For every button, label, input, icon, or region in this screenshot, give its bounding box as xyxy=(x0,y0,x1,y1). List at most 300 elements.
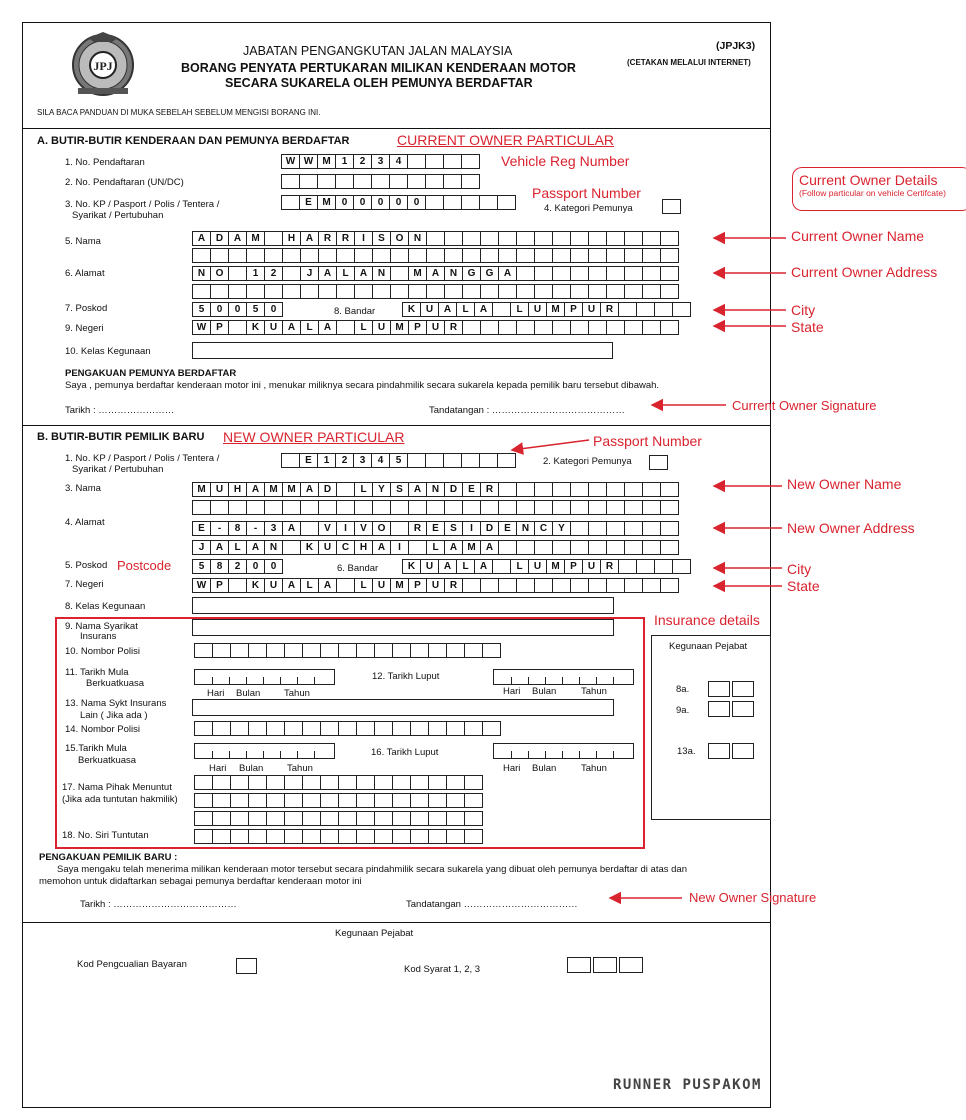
usage-a-field[interactable] xyxy=(192,342,613,359)
char-box[interactable] xyxy=(281,195,300,210)
char-box[interactable]: C xyxy=(336,540,355,555)
char-box[interactable]: U xyxy=(372,578,391,593)
char-box[interactable] xyxy=(588,482,607,497)
char-box[interactable]: N xyxy=(408,231,427,246)
char-box[interactable] xyxy=(336,320,355,335)
char-box[interactable]: R xyxy=(600,302,619,317)
char-box[interactable]: M xyxy=(192,482,211,497)
char-box[interactable]: N xyxy=(516,521,535,536)
char-box[interactable] xyxy=(570,521,589,536)
city-b-boxes[interactable] xyxy=(402,559,691,574)
char-box[interactable]: O xyxy=(390,231,409,246)
char-box[interactable]: A xyxy=(480,540,499,555)
char-box[interactable]: V xyxy=(318,521,337,536)
char-box[interactable]: L xyxy=(456,302,475,317)
char-box[interactable] xyxy=(534,231,553,246)
char-box[interactable] xyxy=(299,174,318,189)
char-box[interactable]: U xyxy=(528,302,547,317)
char-box[interactable] xyxy=(336,284,355,299)
char-box[interactable] xyxy=(426,248,445,263)
char-box[interactable] xyxy=(660,231,679,246)
char-box[interactable]: U xyxy=(582,302,601,317)
char-box[interactable] xyxy=(624,578,643,593)
char-box[interactable] xyxy=(642,578,661,593)
char-box[interactable]: A xyxy=(300,482,319,497)
char-box[interactable] xyxy=(192,284,211,299)
char-box[interactable] xyxy=(192,500,211,515)
char-box[interactable] xyxy=(534,320,553,335)
char-box[interactable] xyxy=(624,482,643,497)
char-box[interactable] xyxy=(588,521,607,536)
char-box[interactable]: N xyxy=(444,266,463,281)
reg-no-boxes[interactable] xyxy=(281,154,480,169)
char-box[interactable] xyxy=(498,540,517,555)
char-box[interactable]: L xyxy=(456,559,475,574)
char-box[interactable] xyxy=(497,453,516,468)
char-box[interactable]: G xyxy=(462,266,481,281)
char-box[interactable] xyxy=(624,248,643,263)
char-box[interactable]: K xyxy=(402,559,421,574)
char-box[interactable] xyxy=(281,174,300,189)
char-box[interactable]: H xyxy=(282,231,301,246)
char-box[interactable] xyxy=(588,231,607,246)
char-box[interactable] xyxy=(606,540,625,555)
char-box[interactable] xyxy=(264,284,283,299)
char-box[interactable] xyxy=(606,320,625,335)
char-box[interactable] xyxy=(642,540,661,555)
char-box[interactable]: N xyxy=(426,482,445,497)
char-box[interactable] xyxy=(407,174,426,189)
char-box[interactable] xyxy=(534,500,553,515)
char-box[interactable]: 0 xyxy=(246,559,265,574)
char-box[interactable] xyxy=(408,540,427,555)
char-box[interactable] xyxy=(498,284,517,299)
char-box[interactable]: A xyxy=(210,540,229,555)
char-box[interactable]: L xyxy=(228,540,247,555)
char-box[interactable]: 0 xyxy=(353,195,372,210)
char-box[interactable]: 0 xyxy=(264,559,283,574)
char-box[interactable]: U xyxy=(210,482,229,497)
char-box[interactable] xyxy=(480,284,499,299)
char-box[interactable] xyxy=(552,500,571,515)
char-box[interactable]: S xyxy=(372,231,391,246)
char-box[interactable]: L xyxy=(354,482,373,497)
char-box[interactable]: 0 xyxy=(371,195,390,210)
char-box[interactable] xyxy=(282,540,301,555)
char-box[interactable] xyxy=(588,266,607,281)
char-box[interactable]: R xyxy=(408,521,427,536)
char-box[interactable] xyxy=(570,500,589,515)
char-box[interactable] xyxy=(588,500,607,515)
char-box[interactable]: Y xyxy=(552,521,571,536)
char-box[interactable] xyxy=(300,521,319,536)
char-box[interactable] xyxy=(624,500,643,515)
char-box[interactable] xyxy=(624,284,643,299)
name-b-boxes-1[interactable] xyxy=(192,482,679,497)
char-box[interactable] xyxy=(606,578,625,593)
char-box[interactable]: D xyxy=(480,521,499,536)
char-box[interactable]: 1 xyxy=(246,266,265,281)
char-box[interactable] xyxy=(606,231,625,246)
char-box[interactable]: P xyxy=(210,320,229,335)
char-box[interactable]: M xyxy=(317,195,336,210)
char-box[interactable] xyxy=(282,248,301,263)
address-a-boxes-2[interactable] xyxy=(192,284,679,299)
char-box[interactable] xyxy=(480,500,499,515)
char-box[interactable] xyxy=(552,320,571,335)
char-box[interactable]: A xyxy=(300,231,319,246)
char-box[interactable] xyxy=(624,231,643,246)
char-box[interactable]: P xyxy=(210,578,229,593)
char-box[interactable]: R xyxy=(444,320,463,335)
char-box[interactable] xyxy=(552,248,571,263)
char-box[interactable] xyxy=(516,248,535,263)
char-box[interactable]: 5 xyxy=(246,302,265,317)
char-box[interactable] xyxy=(642,320,661,335)
char-box[interactable]: A xyxy=(438,302,457,317)
char-box[interactable]: G xyxy=(480,266,499,281)
char-box[interactable] xyxy=(228,578,247,593)
char-box[interactable] xyxy=(732,681,754,697)
char-box[interactable] xyxy=(300,500,319,515)
char-box[interactable]: K xyxy=(300,540,319,555)
char-box[interactable]: U xyxy=(426,578,445,593)
char-box[interactable] xyxy=(390,266,409,281)
char-box[interactable]: R xyxy=(318,231,337,246)
char-box[interactable] xyxy=(624,540,643,555)
char-box[interactable] xyxy=(570,284,589,299)
char-box[interactable] xyxy=(516,540,535,555)
char-box[interactable] xyxy=(732,743,754,759)
char-box[interactable]: W xyxy=(192,578,211,593)
char-box[interactable] xyxy=(389,174,408,189)
char-box[interactable]: O xyxy=(372,521,391,536)
char-box[interactable] xyxy=(672,302,691,317)
char-box[interactable]: 5 xyxy=(192,559,211,574)
char-box[interactable] xyxy=(606,500,625,515)
char-box[interactable]: A xyxy=(426,266,445,281)
char-box[interactable] xyxy=(660,284,679,299)
char-box[interactable]: P xyxy=(408,320,427,335)
char-box[interactable]: L xyxy=(354,320,373,335)
char-box[interactable] xyxy=(354,248,373,263)
char-box[interactable] xyxy=(281,453,300,468)
char-box[interactable] xyxy=(534,248,553,263)
char-box[interactable] xyxy=(642,482,661,497)
char-box[interactable] xyxy=(353,174,372,189)
char-box[interactable] xyxy=(461,195,480,210)
char-box[interactable]: 2 xyxy=(264,266,283,281)
char-box[interactable]: 3 xyxy=(264,521,283,536)
state-b-boxes[interactable] xyxy=(192,578,679,593)
char-box[interactable]: 0 xyxy=(389,195,408,210)
char-box[interactable]: 0 xyxy=(210,302,229,317)
char-box[interactable]: J xyxy=(300,266,319,281)
ic-b-boxes[interactable] xyxy=(281,453,516,468)
postcode-a-boxes[interactable] xyxy=(192,302,283,317)
char-box[interactable]: 2 xyxy=(335,453,354,468)
char-box[interactable] xyxy=(636,302,655,317)
char-box[interactable]: A xyxy=(474,302,493,317)
char-box[interactable] xyxy=(444,231,463,246)
char-box[interactable]: E xyxy=(299,195,318,210)
char-box[interactable] xyxy=(552,578,571,593)
char-box[interactable]: A xyxy=(228,231,247,246)
char-box[interactable] xyxy=(228,284,247,299)
char-box[interactable]: M xyxy=(546,302,565,317)
char-box[interactable]: U xyxy=(264,320,283,335)
char-box[interactable]: E xyxy=(462,482,481,497)
char-box[interactable] xyxy=(552,231,571,246)
char-box[interactable] xyxy=(660,578,679,593)
char-box[interactable]: E xyxy=(498,521,517,536)
char-box[interactable] xyxy=(534,578,553,593)
char-box[interactable]: L xyxy=(510,559,529,574)
char-box[interactable]: 2 xyxy=(228,559,247,574)
char-box[interactable]: M xyxy=(317,154,336,169)
char-box[interactable]: M xyxy=(264,482,283,497)
char-box[interactable]: A xyxy=(318,578,337,593)
char-box[interactable] xyxy=(618,559,637,574)
char-box[interactable] xyxy=(516,266,535,281)
char-box[interactable] xyxy=(318,248,337,263)
char-box[interactable] xyxy=(372,248,391,263)
char-box[interactable] xyxy=(660,500,679,515)
char-box[interactable] xyxy=(516,500,535,515)
char-box[interactable]: M xyxy=(546,559,565,574)
char-box[interactable]: K xyxy=(402,302,421,317)
name-b-boxes-2[interactable] xyxy=(192,500,679,515)
char-box[interactable]: A xyxy=(318,266,337,281)
char-box[interactable]: 0 xyxy=(264,302,283,317)
char-box[interactable] xyxy=(282,284,301,299)
char-box[interactable] xyxy=(300,248,319,263)
char-box[interactable] xyxy=(480,320,499,335)
char-box[interactable]: U xyxy=(420,302,439,317)
char-box[interactable] xyxy=(246,248,265,263)
char-box[interactable] xyxy=(462,284,481,299)
char-box[interactable] xyxy=(619,957,643,973)
char-box[interactable] xyxy=(642,266,661,281)
char-box[interactable] xyxy=(660,266,679,281)
city-a-boxes[interactable] xyxy=(402,302,691,317)
char-box[interactable] xyxy=(606,521,625,536)
char-box[interactable]: N xyxy=(192,266,211,281)
char-box[interactable]: L xyxy=(300,578,319,593)
char-box[interactable]: 0 xyxy=(407,195,426,210)
char-box[interactable]: M xyxy=(390,578,409,593)
char-box[interactable]: H xyxy=(228,482,247,497)
category-a-box[interactable] xyxy=(662,199,681,214)
char-box[interactable]: W xyxy=(299,154,318,169)
char-box[interactable] xyxy=(516,284,535,299)
char-box[interactable] xyxy=(672,559,691,574)
char-box[interactable] xyxy=(443,174,462,189)
char-box[interactable] xyxy=(390,284,409,299)
char-box[interactable] xyxy=(552,540,571,555)
char-box[interactable] xyxy=(264,500,283,515)
char-box[interactable]: E xyxy=(299,453,318,468)
char-box[interactable] xyxy=(462,578,481,593)
char-box[interactable] xyxy=(354,500,373,515)
char-box[interactable]: - xyxy=(210,521,229,536)
char-box[interactable]: 3 xyxy=(353,453,372,468)
char-box[interactable] xyxy=(228,248,247,263)
char-box[interactable]: I xyxy=(354,231,373,246)
char-box[interactable]: E xyxy=(192,521,211,536)
char-box[interactable] xyxy=(444,500,463,515)
char-box[interactable]: M xyxy=(282,482,301,497)
char-box[interactable] xyxy=(390,500,409,515)
char-box[interactable] xyxy=(408,248,427,263)
char-box[interactable] xyxy=(228,266,247,281)
char-box[interactable] xyxy=(516,578,535,593)
char-box[interactable] xyxy=(354,284,373,299)
address-b-boxes-1[interactable] xyxy=(192,521,679,536)
char-box[interactable] xyxy=(443,453,462,468)
char-box[interactable] xyxy=(444,284,463,299)
char-box[interactable]: R xyxy=(336,231,355,246)
char-box[interactable] xyxy=(425,195,444,210)
char-box[interactable] xyxy=(282,500,301,515)
char-box[interactable] xyxy=(708,681,730,697)
char-box[interactable]: 5 xyxy=(389,453,408,468)
char-box[interactable] xyxy=(336,578,355,593)
char-box[interactable] xyxy=(407,154,426,169)
char-box[interactable] xyxy=(210,500,229,515)
char-box[interactable]: I xyxy=(462,521,481,536)
char-box[interactable] xyxy=(264,248,283,263)
char-box[interactable] xyxy=(708,743,730,759)
char-box[interactable] xyxy=(708,701,730,717)
char-box[interactable] xyxy=(317,174,336,189)
char-box[interactable] xyxy=(461,453,480,468)
char-box[interactable] xyxy=(624,266,643,281)
char-box[interactable]: A xyxy=(474,559,493,574)
char-box[interactable] xyxy=(210,248,229,263)
char-box[interactable] xyxy=(300,284,319,299)
char-box[interactable] xyxy=(336,500,355,515)
char-box[interactable] xyxy=(498,231,517,246)
char-box[interactable] xyxy=(660,320,679,335)
char-box[interactable]: L xyxy=(426,540,445,555)
char-box[interactable] xyxy=(642,248,661,263)
char-box[interactable]: 2 xyxy=(353,154,372,169)
char-box[interactable]: P xyxy=(564,559,583,574)
char-box[interactable] xyxy=(606,248,625,263)
char-box[interactable] xyxy=(606,266,625,281)
char-box[interactable] xyxy=(462,500,481,515)
office-13a-boxes[interactable] xyxy=(708,743,754,759)
char-box[interactable] xyxy=(570,248,589,263)
char-box[interactable]: D xyxy=(318,482,337,497)
char-box[interactable] xyxy=(426,231,445,246)
char-box[interactable]: K xyxy=(246,578,265,593)
char-box[interactable] xyxy=(624,521,643,536)
char-box[interactable]: W xyxy=(281,154,300,169)
char-box[interactable] xyxy=(443,195,462,210)
char-box[interactable] xyxy=(516,482,535,497)
char-box[interactable] xyxy=(336,248,355,263)
char-box[interactable] xyxy=(461,174,480,189)
kod-syarat-boxes[interactable] xyxy=(567,957,643,973)
char-box[interactable]: U xyxy=(582,559,601,574)
char-box[interactable] xyxy=(444,248,463,263)
char-box[interactable] xyxy=(534,540,553,555)
char-box[interactable] xyxy=(318,284,337,299)
char-box[interactable]: M xyxy=(390,320,409,335)
char-box[interactable] xyxy=(498,248,517,263)
char-box[interactable]: P xyxy=(564,302,583,317)
kod-pengecualian-box[interactable] xyxy=(236,958,257,974)
char-box[interactable]: 8 xyxy=(228,521,247,536)
char-box[interactable] xyxy=(210,284,229,299)
char-box[interactable] xyxy=(228,320,247,335)
char-box[interactable] xyxy=(642,521,661,536)
char-box[interactable]: U xyxy=(426,320,445,335)
char-box[interactable] xyxy=(480,231,499,246)
char-box[interactable] xyxy=(264,231,283,246)
char-box[interactable]: A xyxy=(192,231,211,246)
char-box[interactable]: U xyxy=(528,559,547,574)
char-box[interactable] xyxy=(372,284,391,299)
char-box[interactable] xyxy=(336,482,355,497)
char-box[interactable]: A xyxy=(444,540,463,555)
char-box[interactable] xyxy=(660,248,679,263)
char-box[interactable] xyxy=(642,284,661,299)
char-box[interactable] xyxy=(552,482,571,497)
char-box[interactable]: U xyxy=(264,578,283,593)
char-box[interactable]: 1 xyxy=(335,154,354,169)
char-box[interactable]: L xyxy=(336,266,355,281)
char-box[interactable]: D xyxy=(444,482,463,497)
char-box[interactable] xyxy=(282,266,301,281)
char-box[interactable] xyxy=(570,231,589,246)
char-box[interactable]: R xyxy=(600,559,619,574)
char-box[interactable] xyxy=(335,174,354,189)
char-box[interactable] xyxy=(588,248,607,263)
char-box[interactable]: S xyxy=(444,521,463,536)
char-box[interactable]: A xyxy=(318,320,337,335)
char-box[interactable] xyxy=(498,320,517,335)
char-box[interactable] xyxy=(407,453,426,468)
char-box[interactable] xyxy=(462,231,481,246)
char-box[interactable]: C xyxy=(534,521,553,536)
char-box[interactable] xyxy=(372,500,391,515)
char-box[interactable] xyxy=(567,957,591,973)
char-box[interactable]: 0 xyxy=(335,195,354,210)
char-box[interactable] xyxy=(461,154,480,169)
char-box[interactable] xyxy=(390,248,409,263)
char-box[interactable] xyxy=(498,500,517,515)
char-box[interactable] xyxy=(480,248,499,263)
char-box[interactable] xyxy=(593,957,617,973)
char-box[interactable] xyxy=(570,482,589,497)
char-box[interactable] xyxy=(426,500,445,515)
char-box[interactable]: 3 xyxy=(371,154,390,169)
usage-b-field[interactable] xyxy=(192,597,614,614)
char-box[interactable]: K xyxy=(246,320,265,335)
char-box[interactable]: 5 xyxy=(192,302,211,317)
char-box[interactable]: A xyxy=(282,320,301,335)
char-box[interactable]: I xyxy=(336,521,355,536)
char-box[interactable]: H xyxy=(354,540,373,555)
char-box[interactable]: N xyxy=(372,266,391,281)
char-box[interactable] xyxy=(492,302,511,317)
char-box[interactable] xyxy=(462,320,481,335)
char-box[interactable]: R xyxy=(480,482,499,497)
char-box[interactable]: P xyxy=(408,578,427,593)
